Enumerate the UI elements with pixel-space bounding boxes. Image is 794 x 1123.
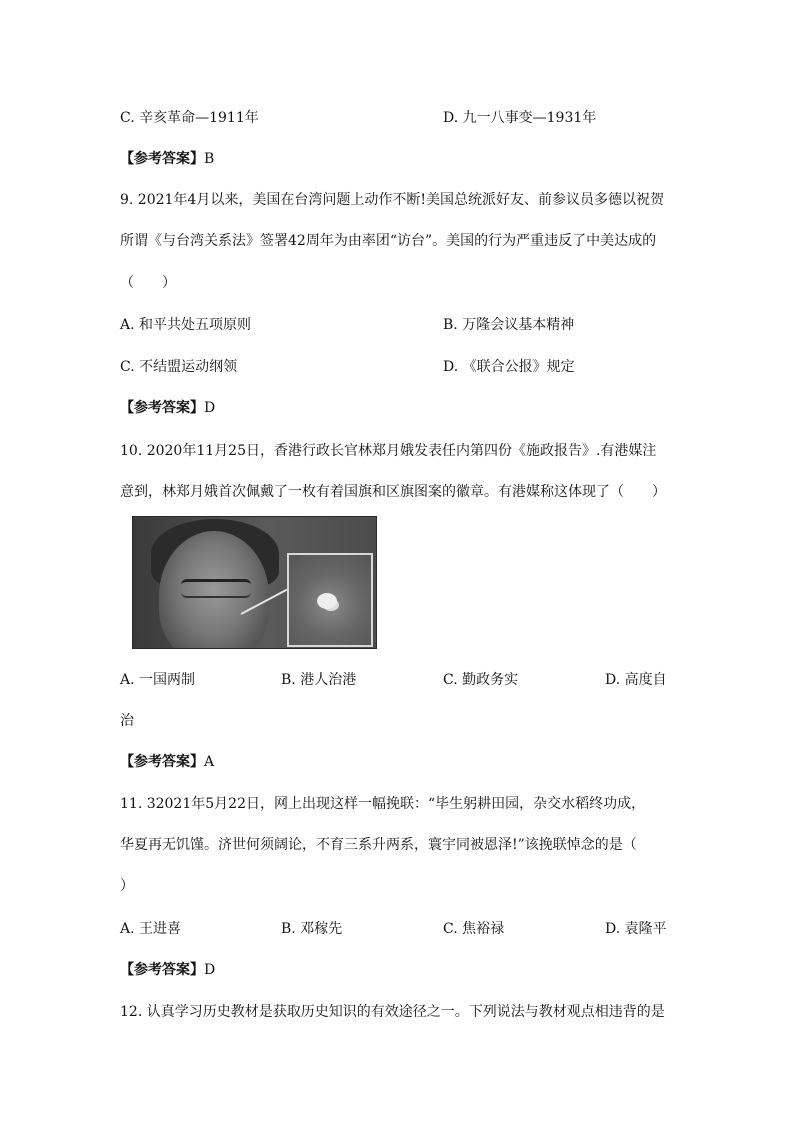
question-10-option-c: C. 勤政务实 — [443, 672, 519, 688]
option-c: C. 辛亥革命—1911年 — [120, 110, 259, 126]
answer-q10 — [120, 752, 214, 772]
answer-label: 【参考答案】 — [120, 151, 204, 167]
badge-icon — [317, 593, 337, 609]
answer-label: 【参考答案】 — [120, 962, 204, 978]
question-11-line-3: ） — [120, 878, 134, 894]
answer-value: A — [204, 754, 215, 770]
question-9-option-a: A. 和平共处五项原则 — [120, 317, 252, 333]
question-9-line-1: 9. 2021年4月以来，美国在台湾问题上动作不断!美国总统派好友、前参议员多德以祝贺 — [120, 192, 664, 208]
question-10-line-1: 10. 2020年11月25日，香港行政长官林郑月娥发表任内第四份《施政报告》.有港媒注 — [120, 443, 657, 459]
answer-label: 【参考答案】 — [120, 754, 204, 770]
question-9-option-c: C. 不结盟运动纲领 — [120, 359, 238, 375]
question-11-option-b: B. 邓稼先 — [281, 921, 343, 937]
answer-q8 — [120, 149, 214, 169]
question-9-line-3: （ ） — [120, 275, 176, 291]
question-9-option-b: B. 万隆会议基本精神 — [443, 317, 575, 333]
question-12-line-1: 12. 认真学习历史教材是获取历史知识的有效途径之一。下列说法与教材观点相违背的是 — [120, 1004, 665, 1020]
question-11-line-1: 11. 32021年5月22日，网上出现这样一幅挽联：“毕生躬耕田园，杂交水稻终功成， — [120, 796, 646, 812]
answer-value: D — [204, 962, 216, 978]
answer-q11 — [120, 960, 215, 980]
answer-label: 【参考答案】 — [120, 400, 204, 416]
answer-q9 — [120, 398, 215, 418]
option-d: D. 九一八事变—1931年 — [443, 110, 597, 126]
photo-badge — [132, 516, 377, 649]
question-10-option-a: A. 一国两制 — [120, 672, 196, 688]
question-10-option-d: D. 高度自 — [605, 672, 667, 688]
question-10-option-b: B. 港人治港 — [281, 672, 357, 688]
question-10-option-d-cont: 治 — [120, 713, 134, 729]
question-9-line-2: 所谓《与台湾关系法》签署42周年为由率团“访台”。美国的行为严重违反了中美达成的 — [120, 233, 657, 249]
answer-value: B — [204, 151, 215, 167]
badge-inset — [287, 553, 373, 647]
question-11-line-2: 华夏再无饥馑。济世何须阔论，不育三系升两系，寰宇同被恩泽!”该挽联悼念的是（ — [120, 837, 637, 853]
question-10-line-2: 意到，林郑月娥首次佩戴了一枚有着国旗和区旗图案的徽章。有港媒称这体现了（ ） — [120, 484, 666, 500]
question-11-option-d: D. 袁隆平 — [605, 921, 667, 937]
question-11-option-a: A. 王进喜 — [120, 921, 182, 937]
glasses-shape — [181, 579, 251, 598]
answer-value: D — [204, 400, 216, 416]
question-9-option-d: D. 《联合公报》规定 — [443, 359, 575, 375]
question-11-option-c: C. 焦裕禄 — [443, 921, 505, 937]
